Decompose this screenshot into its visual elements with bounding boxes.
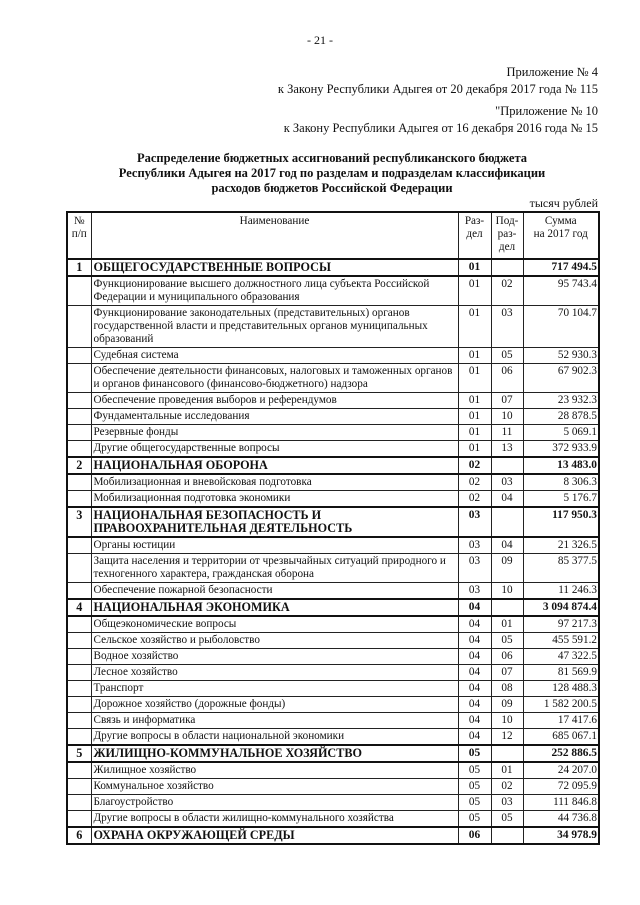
row-sum: 717 494.5 (523, 259, 599, 276)
row-subsection-code: 03 (491, 795, 523, 811)
row-section-code: 01 (458, 425, 491, 441)
row-sum: 85 377.5 (523, 554, 599, 583)
table-row (67, 441, 599, 458)
section-row (67, 507, 599, 537)
row-number (67, 554, 91, 583)
section-row (67, 457, 599, 474)
row-subsection-code: 02 (491, 276, 523, 306)
row-number (67, 665, 91, 681)
row-name: Сельское хозяйство и рыболовство (91, 633, 458, 649)
row-name: Другие вопросы в области жилищно-коммунального хозяйства (91, 811, 458, 828)
row-number (67, 779, 91, 795)
row-sum: 117 950.3 (523, 507, 599, 537)
row-section-code: 01 (458, 348, 491, 364)
row-subsection-code: 03 (491, 306, 523, 348)
row-subsection-code: 04 (491, 537, 523, 554)
table-row (67, 649, 599, 665)
table-row (67, 409, 599, 425)
row-section-code: 01 (458, 276, 491, 306)
table-row (67, 811, 599, 828)
table-row (67, 425, 599, 441)
row-number: 2 (67, 457, 91, 474)
row-name: ЖИЛИЩНО-КОММУНАЛЬНОЕ ХОЗЯЙСТВО (91, 745, 458, 762)
row-number (67, 713, 91, 729)
table-row (67, 276, 599, 306)
row-subsection-code: 07 (491, 665, 523, 681)
row-subsection-code (491, 259, 523, 276)
row-sum: 11 246.3 (523, 583, 599, 600)
row-number (67, 633, 91, 649)
row-subsection-code (491, 827, 523, 844)
row-section-code: 04 (458, 713, 491, 729)
row-sum: 8 306.3 (523, 474, 599, 491)
table-row (67, 554, 599, 583)
title-line-1: Распределение бюджетных ассигнований республиканского бюджета (137, 151, 527, 165)
row-sum: 1 582 200.5 (523, 697, 599, 713)
row-number: 4 (67, 599, 91, 616)
row-subsection-code: 13 (491, 441, 523, 458)
table-row (67, 306, 599, 348)
table-row (67, 474, 599, 491)
row-name: Общеэкономические вопросы (91, 616, 458, 633)
row-sum: 372 933.9 (523, 441, 599, 458)
section-row (67, 259, 599, 276)
row-sum: 81 569.9 (523, 665, 599, 681)
row-sum: 70 104.7 (523, 306, 599, 348)
row-number (67, 306, 91, 348)
row-subsection-code: 12 (491, 729, 523, 746)
row-sum: 67 902.3 (523, 364, 599, 393)
row-name: Обеспечение деятельности финансовых, налоговых и таможенных органов и органов финансового (финансово-бюджетного) надзора (91, 364, 458, 393)
header-subsection: Под- раз- дел (491, 212, 523, 259)
row-section-code: 01 (458, 259, 491, 276)
row-number (67, 616, 91, 633)
row-subsection-code: 05 (491, 811, 523, 828)
row-name: Мобилизационная и вневойсковая подготовка (91, 474, 458, 491)
row-section-code: 04 (458, 616, 491, 633)
row-name: Другие общегосударственные вопросы (91, 441, 458, 458)
row-section-code: 03 (458, 554, 491, 583)
table-row (67, 364, 599, 393)
row-section-code: 04 (458, 681, 491, 697)
row-section-code: 04 (458, 697, 491, 713)
units-label: тысяч рублей (529, 196, 598, 210)
row-section-code: 01 (458, 409, 491, 425)
row-name: Водное хозяйство (91, 649, 458, 665)
header-num: № п/п (67, 212, 91, 259)
page-number: - 21 - (307, 33, 333, 47)
row-subsection-code: 10 (491, 409, 523, 425)
row-subsection-code (491, 457, 523, 474)
row-subsection-code (491, 599, 523, 616)
table-row (67, 491, 599, 508)
row-number: 5 (67, 745, 91, 762)
row-name: Другие вопросы в области национальной экономики (91, 729, 458, 746)
row-section-code: 05 (458, 779, 491, 795)
row-section-code: 01 (458, 306, 491, 348)
row-sum: 34 978.9 (523, 827, 599, 844)
row-number: 6 (67, 827, 91, 844)
row-number (67, 681, 91, 697)
row-subsection-code: 10 (491, 713, 523, 729)
row-section-code: 04 (458, 729, 491, 746)
row-name: Обеспечение проведения выборов и референдумов (91, 393, 458, 409)
row-subsection-code: 09 (491, 697, 523, 713)
row-name: Функционирование законодательных (представительных) органов государственной власти и представительных органов муниципальных образований (91, 306, 458, 348)
row-section-code: 04 (458, 599, 491, 616)
row-subsection-code: 05 (491, 633, 523, 649)
row-subsection-code: 11 (491, 425, 523, 441)
row-sum: 685 067.1 (523, 729, 599, 746)
row-number (67, 537, 91, 554)
row-name: Мобилизационная подготовка экономики (91, 491, 458, 508)
row-number (67, 583, 91, 600)
table-row (67, 762, 599, 779)
row-name: НАЦИОНАЛЬНАЯ ЭКОНОМИКА (91, 599, 458, 616)
header-section: Раз- дел (458, 212, 491, 259)
row-name: ОХРАНА ОКРУЖАЮЩЕЙ СРЕДЫ (91, 827, 458, 844)
row-subsection-code: 10 (491, 583, 523, 600)
row-subsection-code (491, 745, 523, 762)
row-subsection-code: 06 (491, 364, 523, 393)
appendix-original-law: к Закону Республики Адыгея от 16 декабря 2016 года № 15 (283, 121, 598, 135)
row-name: НАЦИОНАЛЬНАЯ БЕЗОПАСНОСТЬ И ПРАВООХРАНИТЕЛЬНАЯ ДЕЯТЕЛЬНОСТЬ (91, 507, 458, 537)
table-row (67, 795, 599, 811)
budget-table (66, 211, 600, 845)
section-row (67, 599, 599, 616)
row-section-code: 02 (458, 474, 491, 491)
table-row (67, 681, 599, 697)
table-row (67, 713, 599, 729)
row-section-code: 05 (458, 811, 491, 828)
row-subsection-code: 09 (491, 554, 523, 583)
row-number (67, 425, 91, 441)
row-section-code: 06 (458, 827, 491, 844)
row-sum: 44 736.8 (523, 811, 599, 828)
row-section-code: 02 (458, 457, 491, 474)
row-subsection-code: 03 (491, 474, 523, 491)
row-name: Благоустройство (91, 795, 458, 811)
row-number (67, 649, 91, 665)
table-row (67, 633, 599, 649)
appendix-original-title: "Приложение № 10 (495, 104, 598, 118)
row-name: Обеспечение пожарной безопасности (91, 583, 458, 600)
row-sum: 52 930.3 (523, 348, 599, 364)
row-number (67, 474, 91, 491)
row-name: Фундаментальные исследования (91, 409, 458, 425)
row-sum: 252 886.5 (523, 745, 599, 762)
row-section-code: 01 (458, 364, 491, 393)
row-name: Транспорт (91, 681, 458, 697)
row-sum: 47 322.5 (523, 649, 599, 665)
row-subsection-code: 06 (491, 649, 523, 665)
row-number (67, 795, 91, 811)
row-subsection-code (491, 507, 523, 537)
row-name: Функционирование высшего должностного лица субъекта Российской Федерации и муниципального образования (91, 276, 458, 306)
row-sum: 455 591.2 (523, 633, 599, 649)
row-section-code: 02 (458, 491, 491, 508)
row-subsection-code: 07 (491, 393, 523, 409)
row-subsection-code: 08 (491, 681, 523, 697)
row-section-code: 05 (458, 795, 491, 811)
row-name: Лесное хозяйство (91, 665, 458, 681)
table-header-row (67, 212, 599, 259)
row-number (67, 276, 91, 306)
row-section-code: 03 (458, 537, 491, 554)
row-section-code: 04 (458, 665, 491, 681)
row-name: Органы юстиции (91, 537, 458, 554)
row-sum: 13 483.0 (523, 457, 599, 474)
document-title (66, 151, 598, 196)
table-row (67, 616, 599, 633)
row-subsection-code: 04 (491, 491, 523, 508)
row-name: Коммунальное хозяйство (91, 779, 458, 795)
row-sum: 128 488.3 (523, 681, 599, 697)
row-section-code: 05 (458, 762, 491, 779)
row-section-code: 05 (458, 745, 491, 762)
row-sum: 3 094 874.4 (523, 599, 599, 616)
row-name: НАЦИОНАЛЬНАЯ ОБОРОНА (91, 457, 458, 474)
row-name: ОБЩЕГОСУДАРСТВЕННЫЕ ВОПРОСЫ (91, 259, 458, 276)
row-number (67, 811, 91, 828)
row-number: 1 (67, 259, 91, 276)
row-name: Дорожное хозяйство (дорожные фонды) (91, 697, 458, 713)
row-number (67, 729, 91, 746)
section-row (67, 827, 599, 844)
row-sum: 5 069.1 (523, 425, 599, 441)
row-sum: 111 846.8 (523, 795, 599, 811)
row-subsection-code: 02 (491, 779, 523, 795)
table-row (67, 348, 599, 364)
row-number (67, 393, 91, 409)
table-row (67, 729, 599, 746)
row-name: Защита населения и территории от чрезвычайных ситуаций природного и техногенного характера, гражданская оборона (91, 554, 458, 583)
row-sum: 97 217.3 (523, 616, 599, 633)
appendix-current-title: Приложение № 4 (506, 65, 598, 79)
table-row (67, 537, 599, 554)
row-name: Резервные фонды (91, 425, 458, 441)
row-sum: 21 326.5 (523, 537, 599, 554)
table-row (67, 665, 599, 681)
row-subsection-code: 05 (491, 348, 523, 364)
section-row (67, 745, 599, 762)
title-line-3: расходов бюджетов Российской Федерации (211, 181, 453, 195)
row-section-code: 01 (458, 393, 491, 409)
row-sum: 23 932.3 (523, 393, 599, 409)
row-section-code: 01 (458, 441, 491, 458)
appendix-current (278, 64, 598, 98)
table-row (67, 583, 599, 600)
row-section-code: 04 (458, 633, 491, 649)
appendix-original (284, 103, 598, 137)
row-sum: 24 207.0 (523, 762, 599, 779)
header-sum: Сумма на 2017 год (523, 212, 599, 259)
appendix-current-law: к Закону Республики Адыгея от 20 декабря 2017 года № 115 (277, 82, 598, 96)
row-section-code: 03 (458, 583, 491, 600)
row-subsection-code: 01 (491, 762, 523, 779)
row-sum: 5 176.7 (523, 491, 599, 508)
row-number (67, 441, 91, 458)
row-number (67, 762, 91, 779)
row-number (67, 491, 91, 508)
row-number (67, 409, 91, 425)
row-sum: 72 095.9 (523, 779, 599, 795)
row-number (67, 348, 91, 364)
row-number: 3 (67, 507, 91, 537)
row-sum: 28 878.5 (523, 409, 599, 425)
row-section-code: 04 (458, 649, 491, 665)
table-row (67, 393, 599, 409)
row-name: Судебная система (91, 348, 458, 364)
title-line-2: Республики Адыгея на 2017 год по разделам и подразделам классификации (118, 166, 546, 180)
row-name: Жилищное хозяйство (91, 762, 458, 779)
row-sum: 95 743.4 (523, 276, 599, 306)
row-section-code: 03 (458, 507, 491, 537)
header-name: Наименование (91, 212, 458, 259)
table-row (67, 697, 599, 713)
table-row (67, 779, 599, 795)
row-subsection-code: 01 (491, 616, 523, 633)
row-name: Связь и информатика (91, 713, 458, 729)
row-sum: 17 417.6 (523, 713, 599, 729)
row-number (67, 364, 91, 393)
row-number (67, 697, 91, 713)
table-body (67, 259, 599, 844)
